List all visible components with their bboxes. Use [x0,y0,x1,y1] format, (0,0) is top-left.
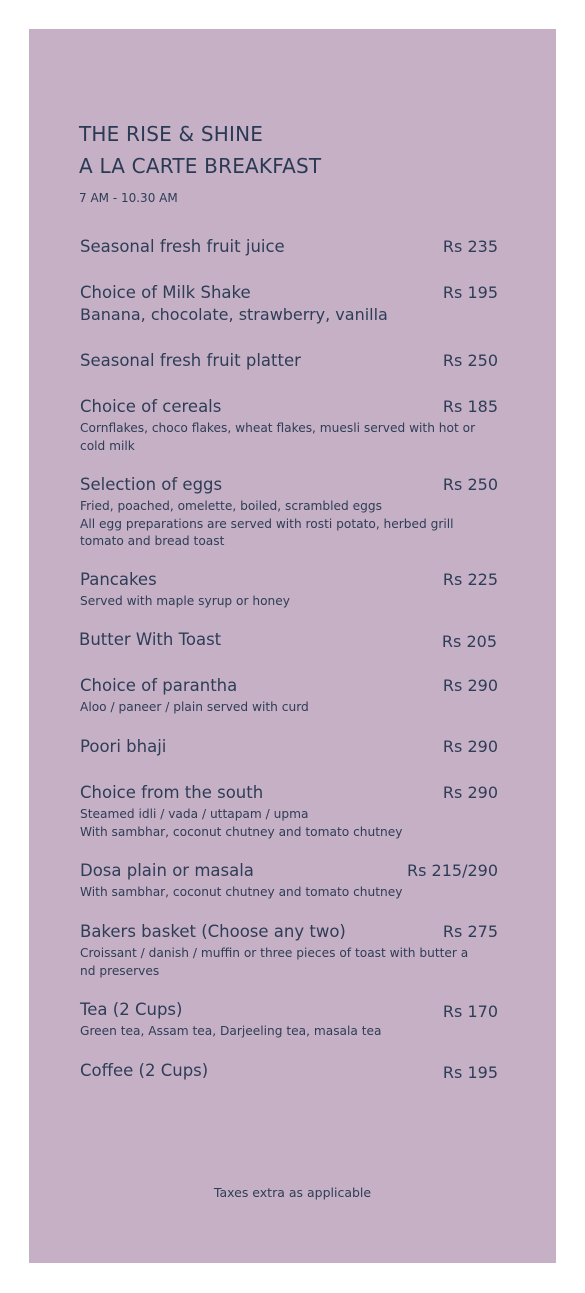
description-line: Served with maple syrup or honey [80,594,290,608]
menu-title-line2: A LA CARTE BREAKFAST [79,154,322,178]
item-name: Choice from the south [80,783,264,802]
item-name: Poori bhaji [80,737,167,756]
description-line: Aloo / paneer / plain served with curd [80,700,309,714]
item-name: Pancakes [80,570,157,589]
item-description [80,945,500,980]
item-price: Rs 290 [442,783,498,802]
item-price: Rs 225 [442,570,498,589]
item-price: Rs 275 [442,922,498,941]
description-line: Green tea, Assam tea, Darjeeling tea, masala tea [80,1024,382,1038]
item-price: Rs 250 [442,475,498,494]
item-name: Seasonal fresh fruit platter [80,351,301,370]
item-price: Rs 185 [442,397,498,416]
item-name: Seasonal fresh fruit juice [80,237,285,256]
item-description: Banana, chocolate, strawberry, vanilla [80,305,388,324]
item-price: Rs 195 [442,1063,498,1082]
item-name: Dosa plain or masala [80,861,254,880]
item-price: Rs 250 [442,351,498,370]
description-line: cold milk [80,438,135,453]
service-hours: 7 AM - 10.30 AM [79,191,178,205]
description-line: Steamed idli / vada / uttapam / upma [80,807,309,821]
item-price: Rs 215/290 [406,861,498,880]
item-description [80,593,500,611]
item-price: Rs 290 [442,676,498,695]
item-name: Selection of eggs [80,475,223,494]
item-price: Rs 195 [442,283,498,302]
tax-note: Taxes extra as applicable [213,1185,372,1200]
description-line: Fried, poached, omelette, boiled, scrambled eggs [80,499,382,513]
description-line: Croissant / danish / muffin or three pieces of toast with butter a [80,946,469,960]
item-description [80,884,500,902]
item-description [80,699,500,717]
description-line: With sambhar, coconut chutney and tomato chutney [80,824,403,839]
item-name: Choice of parantha [80,676,238,695]
item-price: Rs 170 [442,1002,498,1021]
item-name: Choice of Milk Shake [80,283,251,302]
item-description [80,806,500,841]
description-line: All egg preparations are served with rosti potato, herbed grill [80,516,454,531]
item-name: Choice of cereals [80,397,222,416]
item-price: Rs 290 [442,737,498,756]
item-name: Bakers basket (Choose any two) [80,922,346,941]
menu-title-line1: THE RISE & SHINE [79,122,264,146]
item-price: Rs 205 [441,632,497,651]
description-line: With sambhar, coconut chutney and tomato chutney [80,885,403,899]
description-line: nd preserves [80,963,160,978]
item-price: Rs 235 [442,237,498,256]
menu-card [29,29,556,1263]
item-description [80,420,500,455]
item-description [80,1023,500,1041]
item-name: Butter With Toast [79,630,222,649]
item-name: Coffee (2 Cups) [80,1061,209,1080]
item-description [80,498,500,551]
description-line: Cornflakes, choco flakes, wheat flakes, muesli served with hot or [80,421,476,435]
item-name: Tea (2 Cups) [80,1000,183,1019]
description-line: tomato and bread toast [80,534,225,548]
